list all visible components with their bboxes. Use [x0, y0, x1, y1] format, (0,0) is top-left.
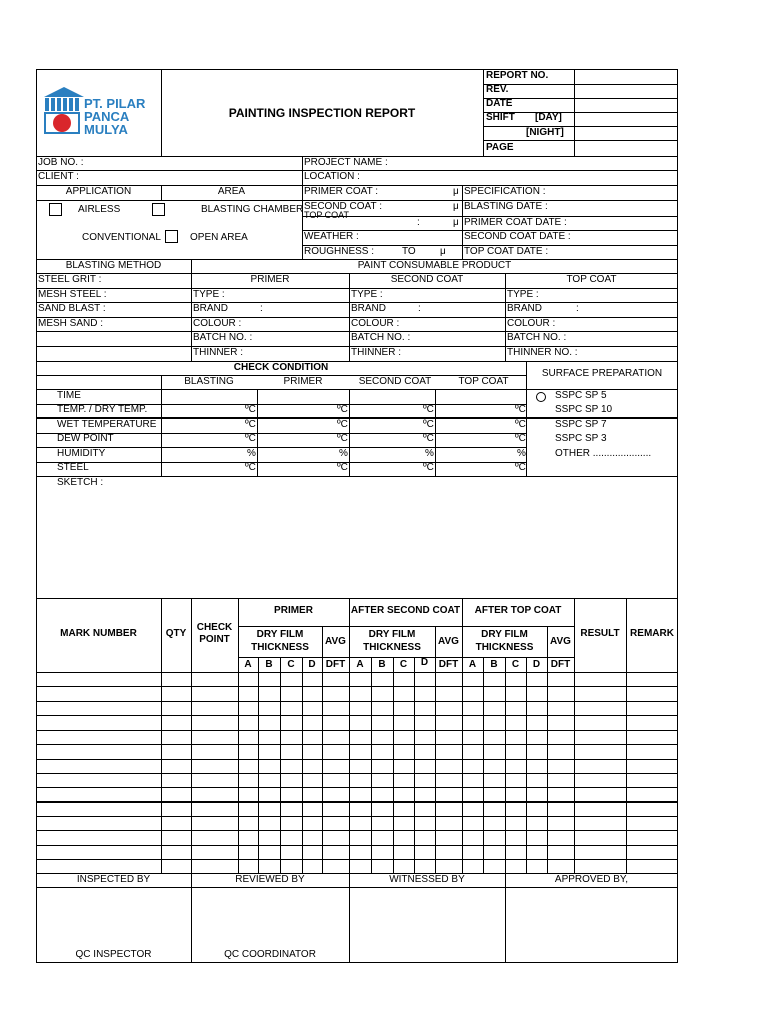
top-coat-colon: :: [417, 217, 420, 228]
unit-mark: ºC: [245, 404, 256, 415]
roughness-to-label: TO: [402, 246, 416, 257]
col-b: B: [378, 659, 386, 670]
check-row-label: DEW POINT: [57, 433, 114, 444]
company-name-3: MULYA: [84, 122, 128, 137]
sand-blast-label: SAND BLAST :: [38, 303, 106, 314]
mu-symbol: μ: [453, 217, 459, 228]
report-form: [36, 69, 678, 963]
sketch-label: SKETCH :: [57, 477, 104, 488]
reviewed-by-label: REVIEWED BY: [235, 874, 305, 885]
unit-mark: ºC: [337, 433, 348, 444]
report-no-label: REPORT NO.: [486, 70, 549, 81]
application-label: APPLICATION: [65, 186, 132, 197]
unit-mark: ºC: [423, 419, 434, 430]
col-a: A: [356, 659, 364, 670]
unit-mark: ºC: [515, 419, 526, 430]
inspected-by-label: INSPECTED BY: [76, 874, 151, 885]
area-label: AREA: [217, 186, 246, 197]
unit-mark: %: [425, 448, 434, 459]
unit-mark: %: [517, 448, 526, 459]
weather-label: WEATHER :: [304, 231, 359, 242]
unit-mark: ºC: [515, 462, 526, 473]
unit-mark: ºC: [245, 462, 256, 473]
witnessed-by-label: WITNESSED BY: [389, 874, 465, 885]
col-dft: DFT: [550, 659, 571, 670]
unit-mark: ºC: [337, 419, 348, 430]
check-top-header: TOP COAT: [458, 376, 509, 387]
top-coat-label: TOP COAT: [304, 210, 350, 220]
primer-colour-label: COLOUR :: [193, 318, 242, 329]
col-b: B: [265, 659, 273, 670]
company-name-1: PT. PILAR: [84, 96, 146, 111]
unit-mark: %: [247, 448, 256, 459]
check-row-label: TEMP. / DRY TEMP.: [57, 404, 148, 415]
mu-symbol: μ: [453, 186, 459, 197]
check-blasting-header: BLASTING: [184, 376, 234, 387]
col-c: C: [287, 659, 295, 670]
unit-mark: ºC: [515, 433, 526, 444]
specification-label: SPECIFICATION :: [464, 186, 546, 197]
open-area-label: OPEN AREA: [190, 232, 248, 243]
after-second-header: AFTER SECOND COAT: [350, 605, 461, 616]
second-brand-label: BRAND: [351, 303, 387, 314]
unit-mark: ºC: [423, 462, 434, 473]
primer-brand-label: BRAND: [193, 303, 229, 314]
conventional-checkbox[interactable]: [165, 230, 178, 243]
page-label: PAGE: [486, 142, 514, 153]
shift-night-label: [NIGHT]: [526, 127, 564, 138]
col-c: C: [399, 659, 408, 670]
sspc-option: SSPC SP 10: [555, 404, 613, 415]
avg-header: AVG: [438, 636, 459, 647]
avg-header: AVG: [550, 636, 571, 647]
avg-header: AVG: [325, 636, 346, 647]
second-batch-label: BATCH NO. :: [351, 332, 411, 343]
top-batch-label: BATCH NO. :: [507, 332, 567, 343]
col-d: D: [308, 659, 316, 670]
primer-brand-colon: :: [260, 303, 263, 314]
client-label: CLIENT :: [38, 171, 79, 182]
sspc-option: SSPC SP 5: [555, 390, 607, 401]
shift-day-label: [DAY]: [535, 112, 562, 123]
blasting-chamber-label: BLASTING CHAMBER: [201, 204, 304, 215]
dft-header-1: DRY FILM: [256, 629, 304, 640]
col-a: A: [244, 659, 252, 670]
mesh-sand-label: MESH SAND :: [38, 318, 104, 329]
report-title: PAINTING INSPECTION REPORT: [228, 106, 416, 120]
qty-header: QTY: [165, 628, 187, 639]
second-coat-date-label: SECOND COAT DATE :: [464, 231, 571, 242]
project-name-label: PROJECT NAME :: [304, 157, 388, 168]
location-label: LOCATION :: [304, 171, 360, 182]
check-row-label: HUMIDITY: [57, 448, 106, 459]
qc-coordinator-label: QC COORDINATOR: [224, 949, 316, 960]
top-type-label: TYPE :: [507, 289, 539, 300]
approved-by-label: APPROVED BY,: [554, 874, 629, 885]
top-brand-colon: :: [576, 303, 579, 314]
job-no-label: JOB NO. :: [38, 157, 84, 168]
sspc-option: SSPC SP 3: [555, 433, 607, 444]
dft-header-2: THICKNESS: [363, 642, 421, 653]
top-brand-label: BRAND: [507, 303, 543, 314]
check-primer-header: PRIMER: [283, 376, 323, 387]
unit-mark: ºC: [515, 404, 526, 415]
col-b: B: [490, 659, 498, 670]
airless-label: AIRLESS: [78, 204, 121, 215]
dft-header-1: DRY FILM: [481, 629, 528, 640]
after-top-header: AFTER TOP COAT: [474, 605, 562, 616]
dft-header-1: DRY FILM: [368, 629, 416, 640]
primer-coat-date-label: PRIMER COAT DATE :: [464, 217, 567, 228]
mark-number-header: MARK NUMBER: [60, 628, 137, 639]
check-point-header-1: CHECK: [196, 622, 233, 633]
check-row-label: STEEL: [57, 462, 89, 473]
consumable-label: PAINT CONSUMABLE PRODUCT: [357, 260, 512, 271]
sspc-option: OTHER .....................: [555, 448, 652, 459]
remark-header: REMARK: [630, 628, 674, 639]
check-point-header-2: POINT: [199, 634, 230, 645]
result-header: RESULT: [580, 628, 620, 639]
col-dft: DFT: [325, 659, 346, 670]
dft-header-2: THICKNESS: [475, 642, 534, 653]
conventional-label: CONVENTIONAL: [82, 232, 161, 243]
top-coat-col-label: TOP COAT: [566, 274, 617, 285]
col-a: A: [468, 659, 477, 670]
unit-mark: ºC: [337, 404, 348, 415]
second-type-label: TYPE :: [351, 289, 383, 300]
sspc-radio[interactable]: [536, 392, 546, 402]
unit-mark: ºC: [245, 433, 256, 444]
rev-label: REV.: [486, 84, 509, 95]
second-thinner-label: THINNER :: [351, 347, 401, 358]
primer-coat-label: PRIMER COAT :: [304, 186, 379, 197]
company-logo: [44, 87, 84, 135]
primer-type-label: TYPE :: [193, 289, 225, 300]
sspc-option: SSPC SP 7: [555, 419, 607, 430]
primer-header: PRIMER: [274, 605, 313, 616]
second-brand-colon: :: [418, 303, 421, 314]
top-coat-date-label: TOP COAT DATE :: [464, 246, 549, 257]
top-colour-label: COLOUR :: [507, 318, 556, 329]
steel-grit-label: STEEL GRIT :: [38, 274, 102, 285]
shift-label: SHIFT: [486, 112, 515, 123]
primer-col-label: PRIMER: [250, 274, 290, 285]
mesh-steel-label: MESH STEEL :: [38, 289, 107, 300]
blasting-date-label: BLASTING DATE :: [464, 201, 548, 212]
date-label: DATE: [486, 98, 513, 109]
sketch-area[interactable]: [36, 476, 678, 599]
unit-mark: ºC: [337, 462, 348, 473]
col-d: D: [420, 657, 429, 668]
unit-mark: %: [339, 448, 348, 459]
blasting-method-label: BLASTING METHOD: [65, 260, 162, 271]
col-dft: DFT: [438, 659, 459, 670]
unit-mark: ºC: [423, 404, 434, 415]
blasting-chamber-checkbox[interactable]: [152, 203, 165, 216]
unit-mark: ºC: [423, 433, 434, 444]
unit-mark: ºC: [245, 419, 256, 430]
primer-batch-label: BATCH NO. :: [193, 332, 253, 343]
qc-inspector-label: QC INSPECTOR: [75, 949, 152, 960]
mu-symbol: μ: [440, 246, 446, 257]
check-row-label: TIME: [57, 390, 81, 401]
primer-thinner-label: THINNER :: [193, 347, 243, 358]
check-condition-title: CHECK CONDITION: [233, 362, 329, 373]
second-colour-label: COLOUR :: [351, 318, 400, 329]
col-d: D: [532, 659, 541, 670]
col-c: C: [511, 659, 520, 670]
airless-checkbox[interactable]: [49, 203, 62, 216]
company-name-2: PANCA: [84, 109, 130, 124]
surface-prep-header: SURFACE PREPARATION: [541, 368, 663, 379]
check-row-label: WET TEMPERATURE: [57, 419, 157, 430]
dft-header-2: THICKNESS: [251, 642, 309, 653]
second-coat-col-label: SECOND COAT: [390, 274, 464, 285]
top-thinner-label: THINNER NO. :: [507, 347, 578, 358]
mu-symbol: μ: [453, 201, 459, 212]
check-second-header: SECOND COAT: [358, 376, 432, 387]
second-coat-label: SECOND COAT :: [304, 201, 382, 212]
roughness-label: ROUGHNESS :: [304, 246, 375, 257]
